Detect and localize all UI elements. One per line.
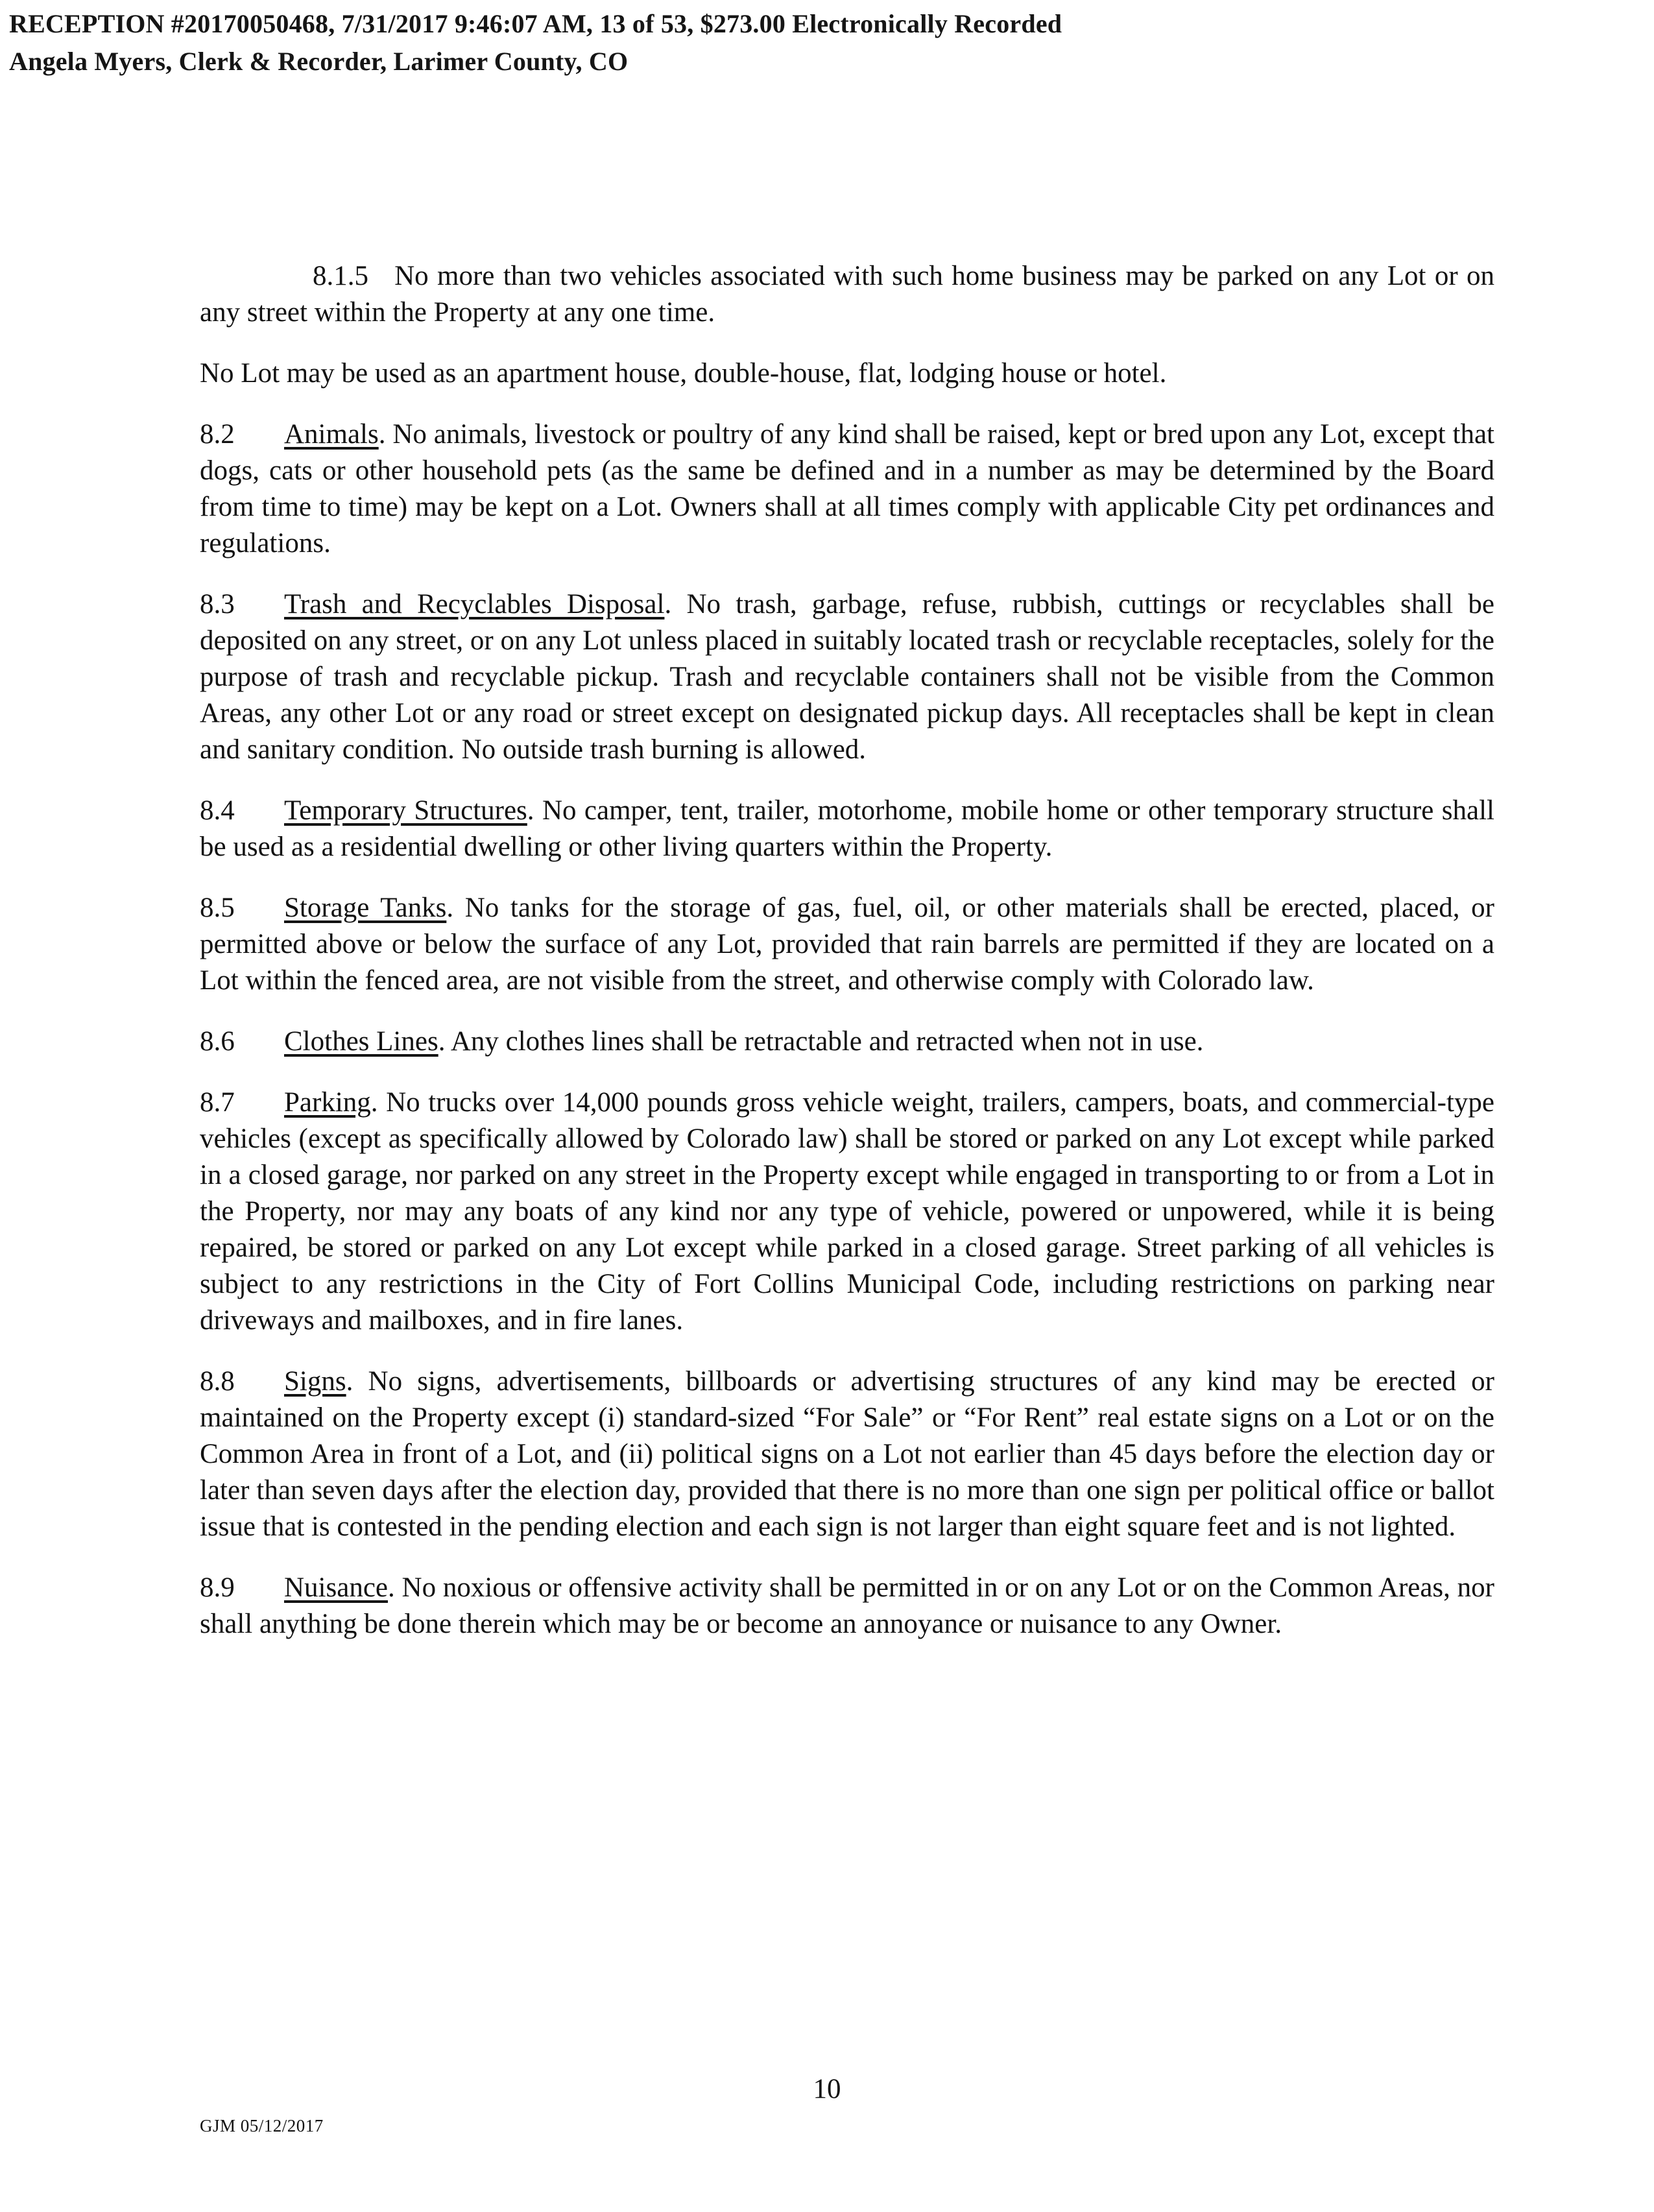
section-number: 8.8 [200, 1366, 235, 1397]
section-8-3: 8.3 Trash and Recyclables Disposal. No trash, garbage, refuse, rubbish, cuttings or recyclables shall be deposited on any street, or on any Lot unless placed in suitably located trash or recyclable receptacles, solely for the purpose of trash and recyclable pickup. Trash and recyclable containers shall not be visible from the Common Areas, any other Lot or any road or street except on designated pickup days. All receptacles shall be kept in clean and sanitary condition. No outside trash burning is allowed. [200, 586, 1494, 768]
section-heading: Trash and Recyclables Disposal [284, 589, 665, 619]
section-number: 8.9 [200, 1572, 235, 1603]
page-number: 10 [813, 2074, 841, 2104]
section-text: No camper, tent, trailer, motorhome, mobile home or other temporary structure shall be used as a residential dwelling or other living quarters within the Property. [200, 795, 1495, 862]
section-heading: Animals [284, 419, 379, 450]
section-heading: Nuisance [284, 1572, 388, 1603]
paragraph-lot-use [200, 355, 1494, 392]
section-heading: Clothes Lines [284, 1026, 438, 1057]
section-text: No animals, livestock or poultry of any kind shall be raised, kept or bred upon any Lot, except that dogs, cats or other household pets (as the same be defined and in a number as may be determined by the Board from time to time) may be kept on a Lot. Owners shall at all times comply with applicable City pet ordinances and regulations. [200, 419, 1495, 559]
section-8-8: 8.8 Signs. No signs, advertisements, billboards or advertising structures of any kind may be erected or maintained on the Property except (i) standard-sized “For Sale” or “For Rent” real estate signs on a Lot or on the Common Area in front of a Lot, and (ii) political signs on a Lot not earlier than 45 days before the election day or later than seven days after the election day, provided that there is no more than one sign per political office or ballot issue that is contested in the pending election and each sign is not larger than eight square feet and is not lighted. [200, 1364, 1494, 1545]
section-8-5: 8.5 Storage Tanks. No tanks for the storage of gas, fuel, oil, or other materials shall be erected, placed, or permitted above or below the surface of any Lot, provided that rain barrels are permitted if they are located on a Lot within the fenced area, are not visible from the street, and otherwise comply with Colorado law. [200, 890, 1494, 999]
section-text: No tanks for the storage of gas, fuel, oil, or other materials shall be erected, placed, or permitted above or below the surface of any Lot, provided that rain barrels are permitted if they are located on a Lot within the fenced area, are not visible from the street, and otherwise comply with Colorado law. [200, 893, 1495, 996]
section-heading: Storage Tanks [284, 893, 447, 923]
section-heading: Parking [284, 1087, 371, 1118]
section-number: 8.4 [200, 795, 235, 826]
section-8-4: 8.4 Temporary Structures. No camper, tent, trailer, motorhome, mobile home or other temporary structure shall be used as a residential dwelling or other living quarters within the Property. [200, 793, 1494, 865]
section-8-2: 8.2 Animals. No animals, livestock or poultry of any kind shall be raised, kept or bred upon any Lot, except that dogs, cats or other household pets (as the same be defined and in a number as may be determined by the Board from time to time) may be kept on a Lot. Owners shall at all times comply with applicable City pet ordinances and regulations. [200, 416, 1494, 562]
section-8-1-5 [200, 258, 1494, 331]
section-text: Any clothes lines shall be retractable and retracted when not in use. [450, 1026, 1204, 1057]
section-number: 8.2 [200, 419, 235, 450]
section-number: 8.6 [200, 1026, 235, 1057]
section-8-6: 8.6 Clothes Lines. Any clothes lines shall be retractable and retracted when not in use. [200, 1024, 1494, 1060]
section-text: No noxious or offensive activity shall be permitted in or on any Lot or on the Common Areas, nor shall anything be done therein which may be or become an annoyance or nuisance to any Owner. [200, 1572, 1495, 1639]
section-heading: Signs [284, 1366, 346, 1397]
section-number: 8.7 [200, 1087, 235, 1118]
section-text: No more than two vehicles associated with such home business may be parked on any Lot or on any street within the Property at any one time. [200, 261, 1494, 328]
section-heading: Temporary Structures [284, 795, 527, 826]
document-body [200, 258, 1494, 1667]
recording-stamp-line-2: Angela Myers, Clerk & Recorder, Larimer County, CO [9, 47, 629, 76]
section-8-9: 8.9 Nuisance. No noxious or offensive activity shall be permitted in or on any Lot or on the Common Areas, nor shall anything be done therein which may be or become an annoyance or nuisance to any Owner. [200, 1570, 1494, 1642]
section-number: 8.3 [200, 589, 235, 619]
section-text: No trucks over 14,000 pounds gross vehicle weight, trailers, campers, boats, and commercial-type vehicles (except as specifically allowed by Colorado law) shall be stored or parked on any Lot except while parked in a closed garage, nor parked on any street in the Property except while engaged in transporting to or from a Lot in the Property, nor may any boats of any kind nor any type of vehicle, powered or unpowered, while it is being repaired, be stored or parked on any Lot except while parked in a closed garage. Street parking of all vehicles is subject to any restrictions in the City of Fort Collins Municipal Code, including restrictions on parking near driveways and mailboxes, and in fire lanes. [200, 1087, 1495, 1336]
section-text: No signs, advertisements, billboards or advertising structures of any kind may be erected or maintained on the Property except (i) standard-sized “For Sale” or “For Rent” real estate signs on a Lot or on the Common Area in front of a Lot, and (ii) political signs on a Lot not earlier than 45 days before the election day or later than seven days after the election day, provided that there is no more than one sign per political office or ballot issue that is contested in the pending election and each sign is not larger than eight square feet and is not lighted. [200, 1366, 1494, 1542]
section-text: No trash, garbage, refuse, rubbish, cuttings or recyclables shall be deposited on any street, or on any Lot unless placed in suitably located trash or recyclable receptacles, solely for the purpose of trash and recyclable pickup. Trash and recyclable containers shall not be visible from the Common Areas, any other Lot or any road or street except on designated pickup days. All receptacles shall be kept in clean and sanitary condition. No outside trash burning is allowed. [200, 589, 1494, 765]
section-text: No Lot may be used as an apartment house, double-house, flat, lodging house or hotel. [200, 358, 1167, 389]
recording-stamp-line-1: RECEPTION #20170050468, 7/31/2017 9:46:07 AM, 13 of 53, $273.00 Electronically Recorded [9, 9, 1062, 38]
document-code: GJM 05/12/2017 [200, 2116, 324, 2135]
section-number: 8.5 [200, 893, 235, 923]
recording-stamp [9, 5, 1062, 80]
section-number: 8.1.5 [313, 261, 368, 291]
section-8-7: 8.7 Parking. No trucks over 14,000 pounds gross vehicle weight, trailers, campers, boats, and commercial-type vehicles (except as specifically allowed by Colorado law) shall be stored or parked on any Lot except while parked in a closed garage, nor parked on any street in the Property except while engaged in transporting to or from a Lot in the Property, nor may any boats of any kind nor any type of vehicle, powered or unpowered, while it is being repaired, be stored or parked on any Lot except while parked in a closed garage. Street parking of all vehicles is subject to any restrictions in the City of Fort Collins Municipal Code, including restrictions on parking near driveways and mailboxes, and in fire lanes. [200, 1085, 1494, 1339]
